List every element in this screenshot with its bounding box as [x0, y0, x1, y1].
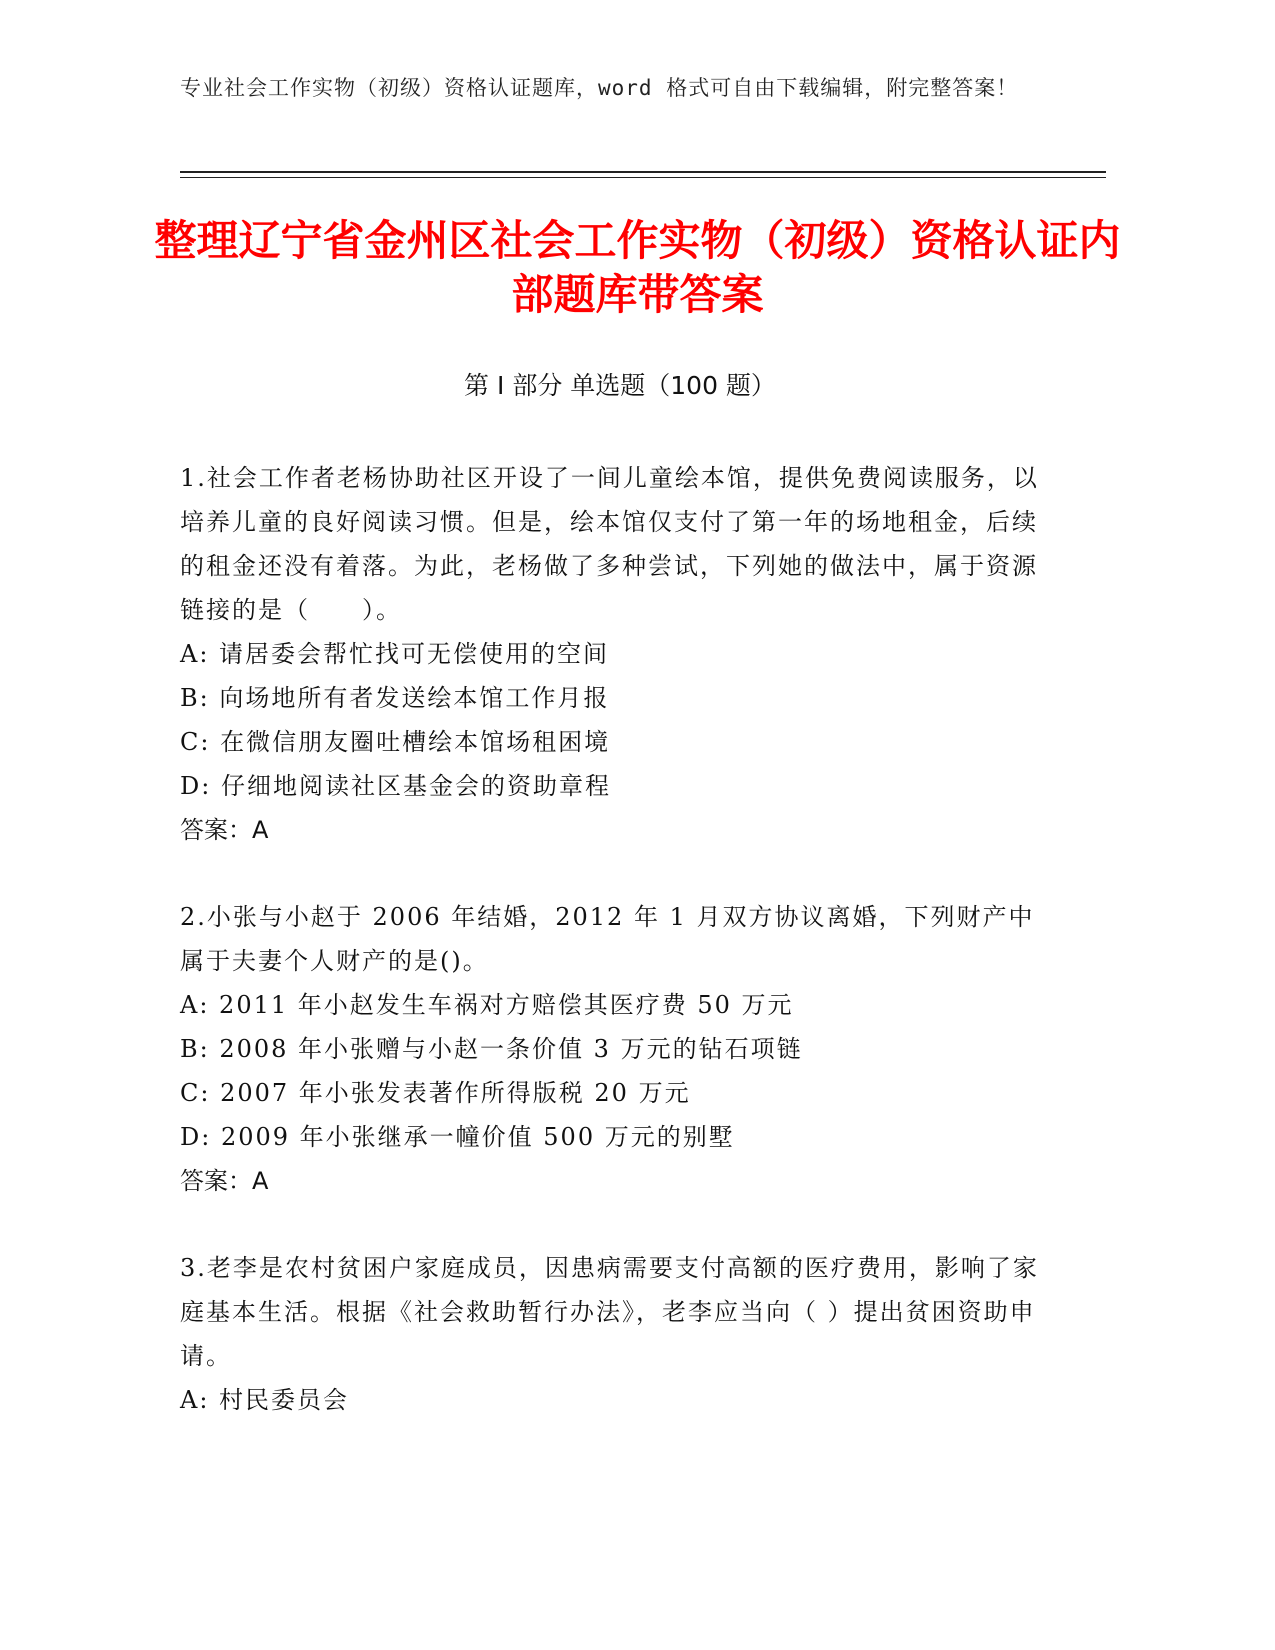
option-c: C: 2007 年小张发表著作所得版税 20 万元 — [180, 1079, 691, 1107]
question-3 — [180, 1246, 1045, 1422]
option-d: D: 2009 年小张继承一幢价值 500 万元的别墅 — [180, 1123, 735, 1151]
question-list — [180, 456, 1045, 1465]
header-divider-thin — [180, 177, 1106, 178]
question-stem: 3.老李是农村贫困户家庭成员，因患病需要支付高额的医疗费用，影响了家庭基本生活。根据《社会救助暂行办法》，老李应当向（ ）提出贫困资助申请。 — [180, 1254, 1039, 1370]
option-a: A: 2011 年小赵发生车祸对方赔偿其医疗费 50 万元 — [180, 991, 794, 1019]
option-d: D: 仔细地阅读社区基金会的资助章程 — [180, 772, 611, 800]
option-c: C: 在微信朋友圈吐槽绘本馆场租困境 — [180, 728, 611, 756]
header-divider — [180, 171, 1106, 173]
option-a: A: 村民委员会 — [180, 1386, 350, 1414]
option-b: B: 向场地所有者发送绘本馆工作月报 — [180, 684, 610, 712]
header-note: 专业社会工作实物（初级）资格认证题库，word 格式可自由下载编辑，附完整答案！ — [180, 76, 1019, 100]
question-stem: 2.小张与小赵于 2006 年结婚，2012 年 1 月双方协议离婚，下列财产中属于夫妻个人财产的是()。 — [180, 903, 1035, 975]
section-title: 第 I 部分 单选题（100 题） — [464, 371, 776, 400]
option-a: A: 请居委会帮忙找可无偿使用的空间 — [180, 640, 610, 668]
option-b: B: 2008 年小张赠与小赵一条价值 3 万元的钻石项链 — [180, 1035, 803, 1063]
answer: 答案：A — [180, 816, 269, 844]
question-2 — [180, 895, 1045, 1203]
document-title: 整理辽宁省金州区社会工作实物（初级）资格认证内部题库带答案 — [154, 216, 1121, 319]
question-stem: 1.社会工作者老杨协助社区开设了一间儿童绘本馆，提供免费阅读服务，以培养儿童的良好阅读习惯。但是，绘本馆仅支付了第一年的场地租金，后续的租金还没有着落。为此，老杨做了多种尝试，下列她的做法中，属于资源链接的是（ ）。 — [180, 464, 1039, 624]
question-1 — [180, 456, 1045, 852]
answer: 答案：A — [180, 1167, 269, 1195]
